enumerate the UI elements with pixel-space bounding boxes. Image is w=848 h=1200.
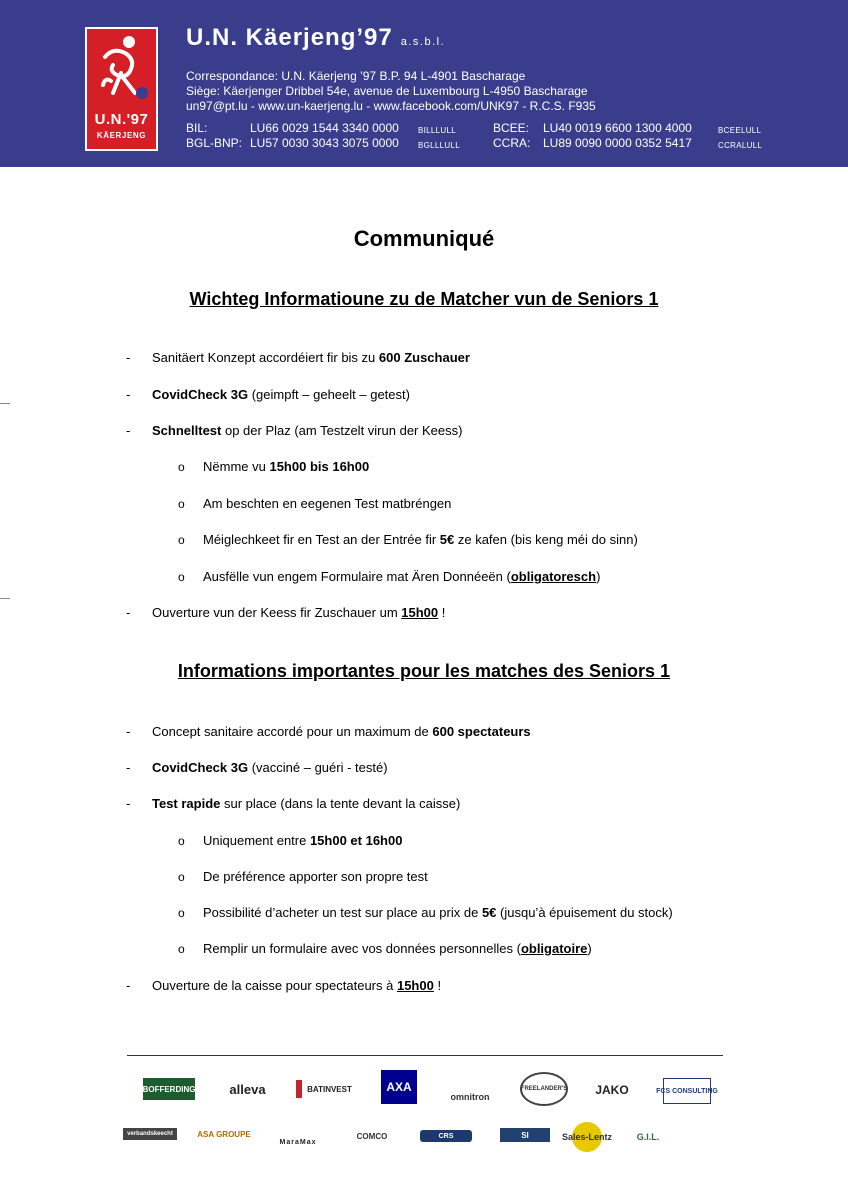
club-name <box>186 24 445 52</box>
fr-sub-buy-test <box>203 905 673 921</box>
fr-item-rapid-test-text: sur place (dans la tente devant la caisse) <box>220 796 461 811</box>
fr-item-rapid-test-label: Test rapide <box>152 796 221 811</box>
lb-sub-own-test: Am beschten en eegenen Test matbréngen <box>203 496 452 511</box>
bank-bcee-iban: LU40 0019 6600 1300 4000 <box>543 121 692 135</box>
lb-sub-buy-test-note: ze kafen (bis keng méi do sinn) <box>454 532 638 547</box>
lb-item-rapid-test-label: Schnelltest <box>152 423 222 438</box>
lb-sub-form-required: obligatoresch <box>510 569 597 584</box>
fr-item-opening-mark: ! <box>433 978 442 993</box>
club-logo-badge <box>87 29 156 149</box>
sponsor-logo: ASA GROUPE <box>197 1129 251 1139</box>
fr-item3-dash: - <box>126 796 131 811</box>
lb-item-opening-time: 15h00 <box>401 605 439 620</box>
fr-sub-form-required: obligatoire <box>520 941 588 956</box>
lb-sub-form <box>203 569 600 585</box>
fr-item-rapid-test <box>152 796 460 812</box>
fr-sub-hours-value: 15h00 et 16h00 <box>309 833 403 848</box>
asbl-label: a.s.b.l. <box>400 36 446 48</box>
page-title: Communiqué <box>353 226 495 251</box>
fr-sub-form-text: Remplir un formulaire avec vos données personnelles ( <box>203 941 521 956</box>
sponsor-logo: G.I.L. <box>636 1132 660 1142</box>
bank-bil-iban: LU66 0029 1544 3340 0000 <box>250 121 399 135</box>
fr-item-opening <box>152 978 441 994</box>
sponsor-logo: FREELANDER'S <box>520 1072 568 1106</box>
sponsor-logo: BOFFERDING <box>143 1078 195 1100</box>
lb-sub-buy-test <box>203 532 638 548</box>
fr-item-capacity-text: Concept sanitaire accordé pour un maximum de <box>152 724 433 739</box>
lb-item-covidcheck <box>152 387 410 403</box>
lb-sub-form-text: Ausfëlle vun engem Formulaire mat Ären Donnéeën ( <box>203 569 511 584</box>
fr-sub2-bullet: o <box>178 870 185 884</box>
sponsor-logo: Sales-Lentz <box>572 1122 602 1152</box>
fr-item-covidcheck-text: (vacciné – guéri - testé) <box>248 760 388 775</box>
lb-sub3-bullet: o <box>178 533 185 547</box>
lb-item-opening <box>152 605 445 621</box>
sponsor-logo: BATINVEST <box>296 1080 357 1098</box>
fr-sub-buy-test-price: 5€ <box>481 905 497 920</box>
fr-item1-dash: - <box>126 724 131 739</box>
fold-mark <box>0 598 10 599</box>
lb-sub1-bullet: o <box>178 460 185 474</box>
contacts-line: un97@pt.lu - www.un-kaerjeng.lu - www.facebook.com/UNK97 - R.C.S. F935 <box>186 99 596 113</box>
fr-item-covidcheck-label: CovidCheck 3G <box>152 760 249 775</box>
fr-item-opening-time: 15h00 <box>396 978 434 993</box>
bank-bgl-name: BGL-BNP: <box>186 136 243 150</box>
sponsor-logo: SI <box>500 1128 550 1142</box>
sponsor-logo <box>694 1122 734 1144</box>
bank-ccra-bic: CCRALULL <box>718 141 763 150</box>
bank-bgl-iban: LU57 0030 3043 3075 0000 <box>250 136 399 150</box>
sponsor-logo: JAKO <box>595 1083 629 1097</box>
correspondance-line: Correspondance: U.N. Käerjeng ’97 B.P. 94 L-4901 Bascharage <box>186 69 526 83</box>
fr-item-capacity-value: 600 spectateurs <box>432 724 531 739</box>
fr-item-opening-text: Ouverture de la caisse pour spectateurs à <box>152 978 397 993</box>
fr-sub-buy-test-note: (jusqu’à épuisement du stock) <box>496 905 673 920</box>
fr-sub-hours <box>203 833 402 849</box>
lb-sub2-bullet: o <box>178 497 185 511</box>
fr-sub-own-test: De préférence apporter son propre test <box>203 869 428 884</box>
bank-bcee-bic: BCEELULL <box>718 126 762 135</box>
lb-item1-dash: - <box>126 350 131 365</box>
lb-item-capacity <box>152 350 470 366</box>
bank-bil-bic: BILLLULL <box>418 126 456 135</box>
fr-heading: Informations importantes pour les matches des Seniors 1 <box>177 661 671 681</box>
lb-item-opening-mark: ! <box>438 605 446 620</box>
bank-bil-name: BIL: <box>186 121 208 135</box>
fr-sub-form <box>203 941 592 957</box>
lb-item-rapid-test-text: op der Plaz (am Testzelt virun der Keess) <box>221 423 463 438</box>
lb-sub-hours-value: 15h00 bis 16h00 <box>269 459 370 474</box>
fr-item-capacity <box>152 724 531 740</box>
bank-ccra-name: CCRA: <box>493 136 531 150</box>
fr-sub-form-close: ) <box>587 941 592 956</box>
club-logo <box>85 27 158 151</box>
fr-sub4-bullet: o <box>178 942 185 956</box>
fr-sub1-bullet: o <box>178 834 185 848</box>
lb-item-opening-text: Ouverture vun der Keess fir Zuschauer um <box>152 605 402 620</box>
sponsor-logo: alleva <box>229 1081 266 1097</box>
lb-sub-hours <box>203 459 369 475</box>
sponsor-logo: COMCO <box>356 1131 388 1141</box>
sponsor-logo: FCS CONSULTING <box>663 1078 711 1104</box>
bank-bcee-name: BCEE: <box>493 121 530 135</box>
lb-item3-dash: - <box>126 423 131 438</box>
sponsor-logo: MaraMax <box>279 1139 317 1146</box>
lb-item4-dash: - <box>126 605 131 620</box>
fr-sub-hours-text: Uniquement entre <box>203 833 310 848</box>
footballer-icon <box>91 35 153 109</box>
bank-bgl-bic: BGLLLULL <box>418 141 460 150</box>
bank-ccra-iban: LU89 0090 0000 0352 5417 <box>543 136 692 150</box>
sponsor-logo: verbandskeecht <box>123 1128 177 1140</box>
lb-item-capacity-value: 600 Zuschauer <box>378 350 470 365</box>
fr-sub-buy-test-text: Possibilité d’acheter un test sur place au prix de <box>203 905 482 920</box>
lb-item2-dash: - <box>126 387 131 402</box>
letterhead <box>0 0 848 167</box>
fr-sub3-bullet: o <box>178 906 185 920</box>
siege-line: Siège: Käerjenger Dribbel 54e, avenue de Luxembourg L-4950 Bascharage <box>186 84 588 98</box>
club-name-text: U.N. Käerjeng’97 <box>186 24 393 51</box>
sponsor-logo: AXA <box>381 1070 417 1104</box>
fr-item4-dash: - <box>126 978 131 993</box>
lb-heading: Wichteg Informatioune zu de Matcher vun de Seniors 1 <box>189 289 659 309</box>
lb-sub-buy-test-price: 5€ <box>439 532 455 547</box>
fold-mark <box>0 403 10 404</box>
sponsor-logo: omnitron <box>450 1092 490 1102</box>
logo-year: U.N.'97 <box>94 111 149 128</box>
fr-item-covidcheck <box>152 760 388 776</box>
sponsor-divider <box>127 1055 723 1056</box>
sponsor-logo: CRS <box>420 1130 472 1142</box>
lb-sub-form-close: ) <box>596 569 601 584</box>
lb-sub4-bullet: o <box>178 570 185 584</box>
lb-item-covidcheck-text: (geimpft – geheelt – getest) <box>248 387 410 402</box>
lb-sub-hours-text: Nëmme vu <box>203 459 270 474</box>
logo-subtitle: KÄERJENG <box>96 131 147 140</box>
lb-sub-buy-test-text: Méiglechkeet fir en Test an der Entrée fir <box>203 532 440 547</box>
fr-item2-dash: - <box>126 760 131 775</box>
lb-item-covidcheck-label: CovidCheck 3G <box>152 387 249 402</box>
lb-item-rapid-test <box>152 423 462 439</box>
lb-item-capacity-text: Sanitäert Konzept accordéiert fir bis zu <box>152 350 379 365</box>
